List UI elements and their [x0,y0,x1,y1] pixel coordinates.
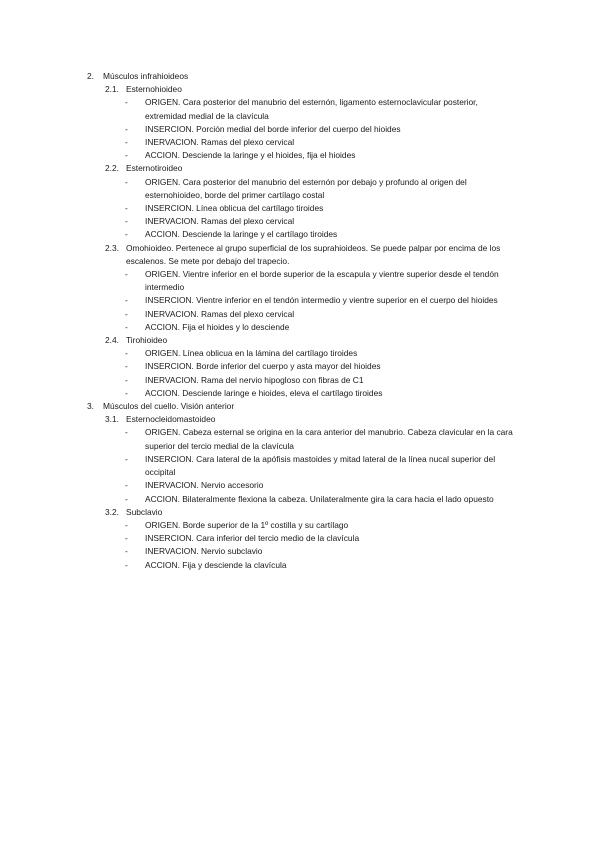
bullet-dash: - [125,176,128,187]
list-item [0,387,599,400]
bullet-dash: - [125,374,128,385]
subsection-heading [0,506,599,519]
list-item [0,374,599,387]
bullet-dash: - [125,150,128,161]
list-item-text: INERVACION. Ramas del plexo cervical [145,308,295,319]
list-item [0,96,599,122]
list-item-text: INERVACION. Rama del nervio hipogloso con fibras de C1 [145,374,364,385]
bullet-dash: - [125,269,128,280]
list-item [0,321,599,334]
list-item-text: ACCION. Desciende laringe e hioides, eleva el cartílago tiroides [145,387,383,398]
section-title: Músculos infrahioideos [103,71,189,81]
bullet-dash: - [125,308,128,319]
subsection-title: Esternocleidomastoideo [126,414,216,425]
list-item-text: ACCION. Desciende la laringe y el cartílago tiroides [145,229,338,240]
section-number: 3. [87,401,94,412]
bullet-dash: - [125,493,128,504]
subsection-number: 2.3. [105,242,119,253]
subsection-number: 2.4. [105,335,119,346]
list-item-text: INERVACION. Nervio subclavio [145,546,263,557]
list-item-text: INSERCION. Vientre inferior en el tendón intermedio y vientre superior en el cuerpo del hioides [145,295,498,306]
bullet-dash: - [125,480,128,491]
subsection-heading [0,334,599,347]
list-item [0,347,599,360]
subsection-title: Omohioideo. Pertenece al grupo superficial de los suprahioideos. Se puede palpar por encima de los escalenos. Se mete por debajo del trapecio. [126,242,501,266]
list-item-text: ORIGEN. Línea oblicua en la lámina del cartílago tiroides [145,348,358,359]
list-item-text: INSERCION. Borde inferior del cuerpo y asta mayor del hioides [145,361,381,372]
bullet-dash: - [125,321,128,332]
list-item-text: ACCION. Fija el hioides y lo desciende [145,321,290,332]
bullet-dash: - [125,203,128,214]
list-item [0,519,599,532]
document-content [0,70,599,572]
subsection-heading [0,162,599,175]
bullet-dash: - [125,533,128,544]
subsection-heading [0,242,599,268]
list-item [0,294,599,307]
list-item [0,123,599,136]
subsection-title: Tirohioideo [126,335,168,346]
bullet-dash: - [125,97,128,108]
section-title: Músculos del cuello. Visión anterior [103,401,235,412]
bullet-dash: - [125,559,128,570]
list-item [0,215,599,228]
list-item-text: ORIGEN. Cara posterior del manubrio del esternón por debajo y profundo al origen del esternohioideo, borde del primer cartílago costal [145,176,467,200]
list-item-text: INSERCION. Porción medial del borde inferior del cuerpo del hioides [145,123,401,134]
subsection-heading [0,83,599,96]
section-number: 2. [87,71,94,81]
bullet-dash: - [125,348,128,359]
subsection-heading [0,413,599,426]
list-item-text: INSERCION. Cara lateral de la apófisis mastoides y mitad lateral de la línea nucal superior del occipital [145,453,496,478]
list-item-text: INSERCION. Cara inferior del tercio medio de la clavícula [145,533,360,544]
list-item-text: ORIGEN. Cabeza esternal se origina en la cara anterior del manubrio. Cabeza clavicular en la cara superior del tercio medial de la clavícula [145,427,513,451]
subsection-title: Subclavio [126,506,163,517]
list-item [0,176,599,202]
list-item [0,268,599,294]
bullet-dash: - [125,295,128,306]
list-item-text: INERVACION. Ramas del plexo cervical [145,216,295,227]
list-item-text: ACCION. Desciende la laringe y el hioides, fija el hioides [145,150,356,161]
list-item [0,149,599,162]
bullet-dash: - [125,427,128,438]
list-item-text: ORIGEN. Cara posterior del manubrio del esternón, ligamento esternoclavicular posterior, extremidad medial de la clavícula [145,97,478,121]
bullet-dash: - [125,519,128,530]
list-item-text: INSERCION. Línea oblicua del cartílago tiroides [145,203,324,214]
list-item [0,532,599,545]
list-item [0,479,599,492]
list-item-text: ORIGEN. Borde superior de la 1º costilla y su cartílago [145,519,349,530]
list-item-text: ORIGEN. Vientre inferior en el borde superior de la escapula y vientre superior desde el tendón intermedio [145,269,499,293]
bullet-dash: - [125,546,128,557]
list-item-text: INERVACION. Nervio accesorio [145,480,264,491]
list-item [0,228,599,241]
bullet-dash: - [125,123,128,134]
bullet-dash: - [125,387,128,398]
section-heading [0,400,599,413]
list-item [0,308,599,321]
list-item [0,559,599,572]
list-item [0,202,599,215]
bullet-dash: - [125,453,128,464]
list-item [0,545,599,558]
subsection-number: 2.1. [105,84,119,95]
list-item [0,453,599,479]
bullet-dash: - [125,137,128,148]
list-item [0,426,599,452]
subsection-number: 3.2. [105,506,119,517]
bullet-dash: - [125,229,128,240]
subsection-title: Esternotiroideo [126,163,183,174]
section-heading [0,70,599,83]
subsection-title: Esternohioideo [126,84,182,95]
bullet-dash: - [125,216,128,227]
bullet-dash: - [125,361,128,372]
list-item [0,136,599,149]
list-item-text: ACCION. Bilateralmente flexiona la cabeza. Unilateralmente gira la cara hacia el lado opuesto [145,493,494,504]
list-item-text: ACCION. Fija y desciende la clavícula [145,559,287,570]
subsection-number: 2.2. [105,163,119,174]
subsection-number: 3.1. [105,414,119,425]
list-item [0,360,599,373]
list-item-text: INERVACION. Ramas del plexo cervical [145,137,295,148]
list-item [0,493,599,506]
